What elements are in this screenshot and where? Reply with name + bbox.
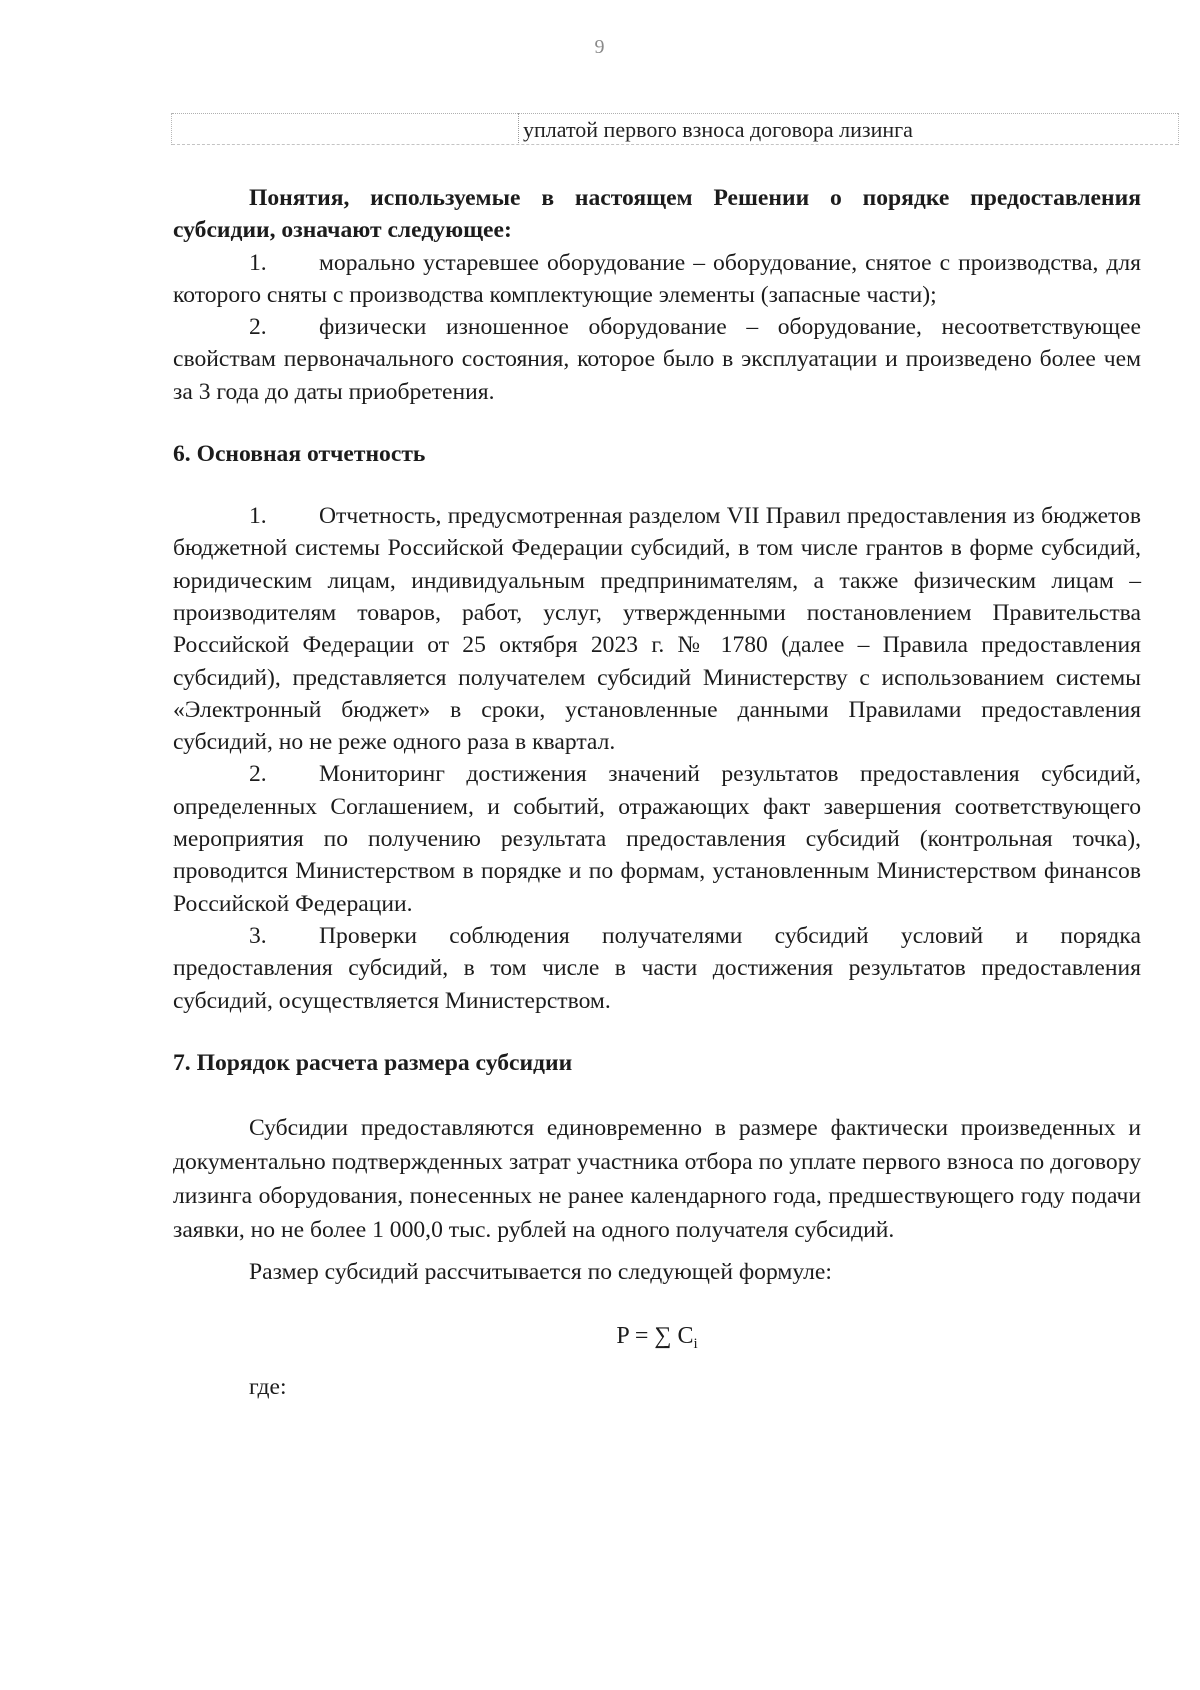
- section-6-item-text: Отчетность, предусмотренная разделом VII Правил предоставления из бюджетов бюджетной системы Российской Федерации субсидий, в том числе грантов в форме субсидий, юридическим лицам, индивидуальным предпринимателям, а также физическим лицам – производителям товаров, работ, услуг, утвержденными постановлением Правительства Российской Федерации от 25 октября 2023 г. № 1780 (далее – Правила предоставления субсидий), представляется получателем субсидий Министерству с использованием системы «Электронный бюджет» в сроки, установленные данными Правилами предоставления субсидий, но не реже одного раза в квартал.: [173, 503, 1141, 756]
- section-6-item-number: 2.: [249, 761, 267, 788]
- formula-subscript: i: [693, 1335, 698, 1352]
- definition-item-1: [173, 247, 1141, 312]
- table-top-border: [172, 113, 1178, 114]
- section-6-item-2: [173, 758, 1141, 919]
- table-column-divider: [518, 113, 519, 145]
- definition-item-number: 2.: [249, 314, 267, 341]
- subsidy-formula: [173, 1319, 1141, 1361]
- table-bottom-border: [172, 144, 1178, 145]
- definition-item-text: морально устаревшее оборудование – оборудование, снятое с производства, для которого сняты с производства комплектующие элементы (запасные части);: [173, 249, 1141, 308]
- table-fragment: [171, 113, 1179, 145]
- section-7-heading: 7. Порядок расчета размера субсидии: [173, 1049, 573, 1076]
- section-6-item-number: 1.: [249, 503, 267, 530]
- section-6-item-3: [173, 920, 1141, 1017]
- definition-item-number: 1.: [249, 249, 267, 276]
- section-6-heading: 6. Основная отчетность: [173, 441, 426, 468]
- section-6-item-text: Проверки соблюдения получателями субсидий условий и порядка предоставления субсидий, в том числе в части достижения результатов предоставления субсидий, осуществляется Министерством.: [173, 922, 1141, 1014]
- section-7-paragraph-1: Субсидии предоставляются единовременно в размере фактически произведенных и документально подтвержденных затрат участника отбора по уплате первого взноса по договору лизинга оборудования, понесенных не ранее календарного года, предшествующего году подачи заявки, но не более 1 000,0 тыс. рублей на одного получателя субсидий.: [173, 1114, 1141, 1243]
- page-number: 9: [594, 36, 606, 58]
- section-6-item-text: Мониторинг достижения значений результатов предоставления субсидий, определенных Соглашением, и событий, отражающих факт завершения соответствующего мероприятия по получению результата предоставления субсидий (контрольная точка), проводится Министерством в порядке и по формам, установленным Министерством финансов Российской Федерации.: [173, 761, 1141, 917]
- table-cell-text: уплатой первого взноса договора лизинга: [523, 117, 913, 142]
- definition-item-2: [173, 311, 1141, 408]
- document-body: [173, 182, 1141, 1403]
- section-7-paragraph-2: Размер субсидий рассчитывается по следующей формуле:: [249, 1258, 832, 1285]
- definition-item-text: физически изношенное оборудование – оборудование, несоответствующее свойствам первоначального состояния, которое было в эксплуатации и произведено более чем за 3 года до даты приобретения.: [173, 314, 1141, 405]
- formula-where-label: где:: [249, 1373, 287, 1400]
- section-6-item-1: [173, 500, 1141, 758]
- section-6-item-number: 3.: [249, 922, 267, 949]
- definitions-intro: Понятия, используемые в настоящем Решении о порядке предоставления субсидии, означают следующее:: [173, 185, 1141, 244]
- formula-expression: P = ∑ C: [616, 1322, 694, 1349]
